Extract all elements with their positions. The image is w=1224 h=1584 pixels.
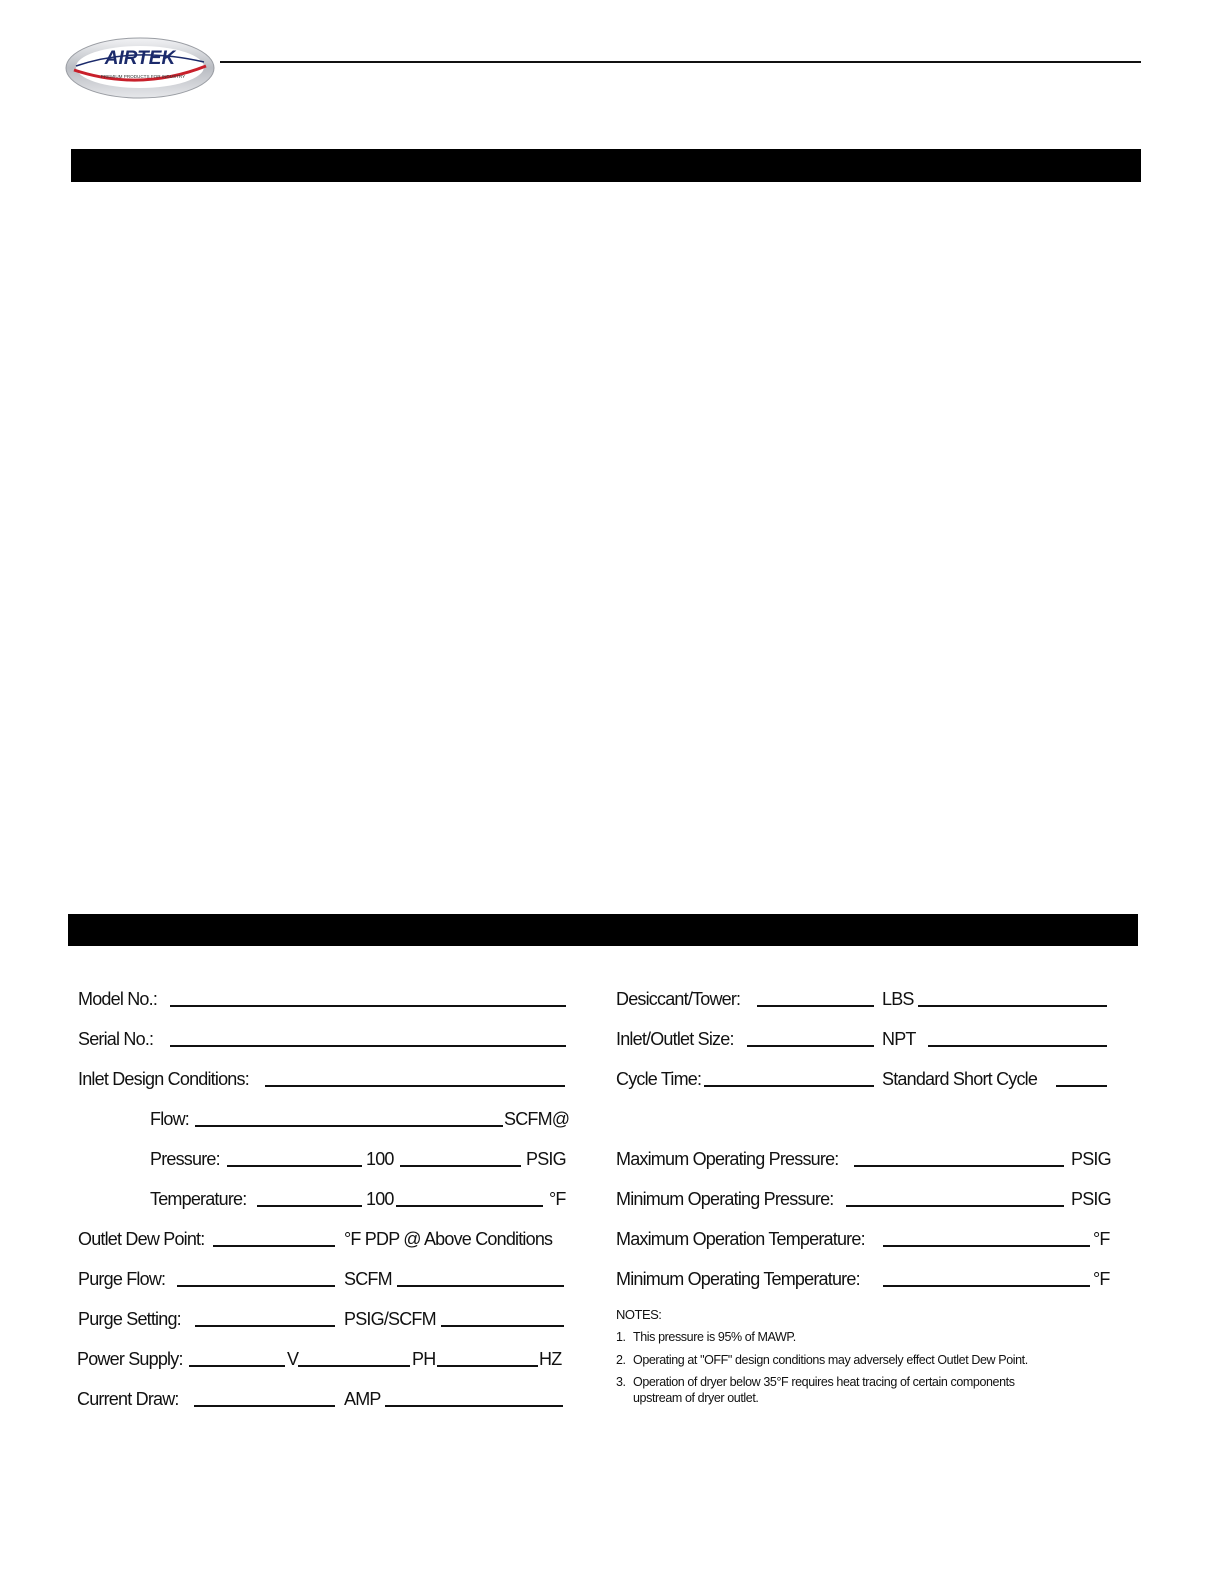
temperature-field-1[interactable] [257, 1205, 362, 1207]
power-v-unit: V [287, 1349, 299, 1369]
desiccant-label: Desiccant/Tower: [616, 989, 741, 1009]
max-pressure-label: Maximum Operating Pressure: [616, 1149, 839, 1169]
logo-tagline: PREMIUM PRODUCTS FOR INDUSTRY [100, 74, 186, 79]
note-text: Operating at "OFF" design conditions may adversely effect Outlet Dew Point. [633, 1353, 1028, 1367]
purge-setting-label: Purge Setting: [78, 1309, 181, 1329]
pressure-field-1[interactable] [227, 1165, 362, 1167]
min-pressure-label: Minimum Operating Pressure: [616, 1189, 834, 1209]
logo-wordmark: AIRTEK [104, 48, 176, 69]
desiccant-field-1[interactable] [757, 1005, 874, 1007]
purge-setting-field-1[interactable] [195, 1325, 335, 1327]
max-temp-label: Maximum Operation Temperature: [616, 1229, 865, 1249]
temperature-value: 100 [366, 1189, 394, 1209]
inlet-design-field[interactable] [265, 1085, 565, 1087]
min-temp-unit: °F [1093, 1269, 1110, 1289]
purge-flow-field-1[interactable] [177, 1285, 335, 1287]
outlet-dew-point-unit: °F PDP @ Above Conditions [344, 1229, 553, 1249]
serial-no-field[interactable] [170, 1045, 566, 1047]
note-continuation: upstream of dryer outlet. [633, 1391, 759, 1405]
pressure-field-2[interactable] [400, 1165, 521, 1167]
desiccant-unit: LBS [882, 989, 914, 1009]
current-draw-label: Current Draw: [77, 1389, 179, 1409]
note-number: 1. [616, 1330, 626, 1344]
power-hz-field[interactable] [437, 1365, 538, 1367]
inlet-outlet-field-1[interactable] [747, 1045, 874, 1047]
inlet-outlet-label: Inlet/Outlet Size: [616, 1029, 734, 1049]
header-rule [220, 61, 1141, 63]
desiccant-field-2[interactable] [918, 1005, 1107, 1007]
min-pressure-unit: PSIG [1071, 1189, 1111, 1209]
cycle-standard-label: Standard Short Cycle [882, 1069, 1038, 1089]
cycle-time-label: Cycle Time: [616, 1069, 702, 1089]
cycle-standard-field[interactable] [1056, 1085, 1107, 1087]
model-no-label: Model No.: [78, 989, 158, 1009]
max-temp-field[interactable] [883, 1245, 1090, 1247]
min-temp-label: Minimum Operating Temperature: [616, 1269, 860, 1289]
section-bar-top [71, 149, 1141, 182]
power-hz-unit: HZ [539, 1349, 562, 1369]
note-number: 2. [616, 1353, 626, 1367]
section-bar-specifications [68, 914, 1138, 946]
temperature-unit: °F [549, 1189, 566, 1209]
temperature-field-2[interactable] [396, 1205, 543, 1207]
purge-flow-label: Purge Flow: [78, 1269, 166, 1289]
inlet-outlet-unit: NPT [882, 1029, 916, 1049]
flow-field[interactable] [195, 1125, 503, 1127]
inlet-outlet-field-2[interactable] [928, 1045, 1107, 1047]
notes-heading: NOTES: [616, 1307, 662, 1322]
outlet-dew-point-field[interactable] [213, 1245, 335, 1247]
airtek-logo [64, 36, 216, 100]
flow-unit: SCFM@ [504, 1109, 570, 1129]
pressure-unit: PSIG [526, 1149, 566, 1169]
power-supply-label: Power Supply: [77, 1349, 183, 1369]
cycle-time-field[interactable] [704, 1085, 874, 1087]
purge-flow-field-2[interactable] [397, 1285, 564, 1287]
serial-no-label: Serial No.: [78, 1029, 154, 1049]
current-draw-field-1[interactable] [194, 1405, 335, 1407]
inlet-design-label: Inlet Design Conditions: [78, 1069, 249, 1089]
temperature-label: Temperature: [150, 1189, 247, 1209]
outlet-dew-point-label: Outlet Dew Point: [78, 1229, 205, 1249]
current-draw-field-2[interactable] [385, 1405, 563, 1407]
purge-flow-unit: SCFM [344, 1269, 392, 1289]
pressure-value: 100 [366, 1149, 394, 1169]
note-text: This pressure is 95% of MAWP. [633, 1330, 796, 1344]
power-phase-field[interactable] [298, 1365, 410, 1367]
model-no-field[interactable] [170, 1005, 566, 1007]
max-pressure-field[interactable] [854, 1165, 1064, 1167]
min-pressure-field[interactable] [846, 1205, 1064, 1207]
min-temp-field[interactable] [883, 1285, 1090, 1287]
power-ph-unit: PH [412, 1349, 436, 1369]
power-voltage-field[interactable] [189, 1365, 285, 1367]
max-temp-unit: °F [1093, 1229, 1110, 1249]
note-number: 3. [616, 1375, 626, 1389]
purge-setting-field-2[interactable] [441, 1325, 564, 1327]
pressure-label: Pressure: [150, 1149, 220, 1169]
max-pressure-unit: PSIG [1071, 1149, 1111, 1169]
note-text: Operation of dryer below 35°F requires heat tracing of certain components [633, 1375, 1015, 1389]
purge-setting-unit: PSIG/SCFM [344, 1309, 436, 1329]
flow-label: Flow: [150, 1109, 190, 1129]
current-draw-unit: AMP [344, 1389, 381, 1409]
